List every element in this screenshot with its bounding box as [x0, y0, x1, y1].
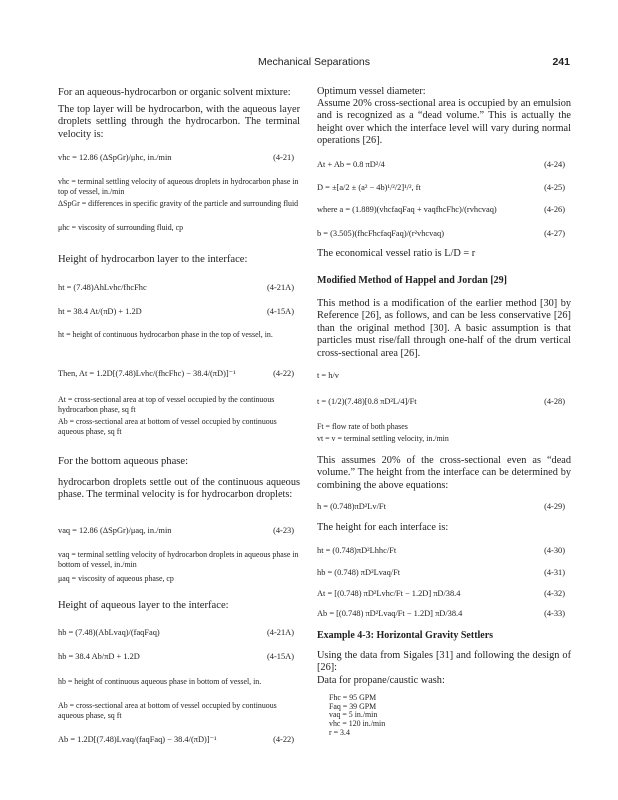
equation: ht = (7.48)AhLvhc/fhcFhc (4-21A)	[58, 283, 294, 292]
definition: vaq = terminal settling velocity of hydrocarbon droplets in aqueous phase in bottom of vessel, in./min	[58, 550, 299, 570]
equation: vhc = 12.86 (ΔSpGr)/μhc, in./min (4-21)	[58, 153, 294, 162]
page-number: 241	[552, 56, 570, 68]
definition: Ab = cross-sectional area at bottom of vessel occupied by continuous aqueous phase, sq ft	[58, 417, 277, 437]
equation: b = (3.505)(fhcFhcfaqFaq)/(r²vhcvaq) (4-27)	[317, 229, 565, 238]
equation: t = (1/2)(7.48)[0.8 πD²L/4]/Ft (4-28)	[317, 397, 565, 406]
definition: hb = height of continuous aqueous phase in bottom of vessel, in.	[58, 677, 262, 686]
paragraph: The height for each interface is:	[317, 522, 449, 533]
right-column	[317, 0, 571, 800]
equation: D = ±[a/2 ± (a² − 4b)¹/²/2]¹/², ft (4-25)	[317, 183, 565, 192]
equation: where a = (1.889)(vhcfaqFaq + vaqfhcFhc)/(rvhcvaq) (4-26)	[317, 205, 565, 214]
section-heading: Example 4-3: Horizontal Gravity Settlers	[317, 630, 494, 641]
equation: hb = (7.48)(AbLvaq)/(faqFaq) (4-21A)	[58, 628, 294, 637]
paragraph: This assumes 20% of the cross-sectional even as “dead volume.” The height from the interface can be determined by combining the above equations:	[317, 455, 571, 491]
left-column	[58, 0, 300, 800]
data-item: Faq = 39 GPM	[329, 701, 377, 711]
definition: Ft = flow rate of both phases	[317, 422, 408, 431]
data-item: Fhc = 95 GPM	[329, 693, 377, 702]
equation: hb = (0.748) πD²Lvaq/Ft (4-31)	[317, 568, 565, 577]
paragraph: Using the data from Sigales [31] and following the design of [26]:	[317, 650, 571, 674]
data-item: vhc = 120 in./min	[329, 719, 386, 729]
paragraph: The economical vessel ratio is L/D = r	[317, 248, 476, 259]
paragraph: hydrocarbon droplets settle out of the continuous aqueous phase. The terminal velocity is for hydrocarbon droplets:	[58, 477, 300, 501]
section-heading: Modified Method of Happel and Jordan [29]	[317, 275, 508, 286]
paragraph: Data for propane/caustic wash:	[317, 675, 445, 686]
equation: ht = 38.4 At/(πD) + 1.2D (4-15A)	[58, 307, 294, 316]
running-title: Mechanical Separations	[257, 56, 371, 68]
definition: ΔSpGr = differences in specific gravity of the particle and surrounding fluid	[58, 199, 299, 208]
paragraph: For an aqueous-hydrocarbon or organic solvent mixture:	[58, 87, 291, 98]
equation: Ab = 1.2D[(7.48)Lvaq/(faqFaq) − 38.4/(πD)]⁻¹ (4-22)	[58, 735, 294, 744]
subheading: Height of hydrocarbon layer to the interface:	[58, 254, 248, 265]
subheading: For the bottom aqueous phase:	[58, 456, 189, 467]
equation: h = (0.748)πD²Lv/Ft (4-29)	[317, 502, 565, 511]
definition: ht = height of continuous hydrocarbon phase in the top of vessel, in.	[58, 330, 273, 339]
paragraph: The top layer will be hydrocarbon, with the aqueous layer droplets settling through the hydrocarbon. The terminal velocity is:	[58, 104, 300, 140]
equation: Then, At = 1.2D[(7.48)Lvhc/(fhcFhc) − 38.4/(πD)]⁻¹ (4-22)	[58, 369, 294, 378]
paragraph: This method is a modification of the earlier method [30] by Reference [26], as follows, and can be less conservative [26] than the original method [30]. A basic assumption is that particles must rise/fall through one-half of the drum vertical cross-sectional area [26].	[317, 298, 571, 359]
equation: hb = 38.4 Ab/πD + 1.2D (4-15A)	[58, 652, 294, 661]
equation: ht = (0.748)πD²Lhhc/Ft (4-30)	[317, 546, 565, 555]
equation: t = h/v	[317, 371, 339, 380]
definition: μhc = viscosity of surrounding fluid, cp	[58, 223, 184, 232]
definition: vhc = terminal settling velocity of aqueous droplets in hydrocarbon phase in top of vessel, in./min	[58, 177, 299, 197]
subheading: Height of aqueous layer to the interface:	[58, 600, 229, 611]
definition: Ab = cross-sectional area at bottom of vessel occupied by continuous aqueous phase, sq ft	[58, 701, 277, 721]
subheading: Optimum vessel diameter:	[317, 86, 426, 97]
data-item: r = 3.4	[329, 727, 350, 737]
data-item: vaq = 5 in./min	[329, 710, 378, 720]
equation: At + Ab = 0.8 πD²/4 (4-24)	[317, 160, 565, 169]
definition: At = cross-sectional area at top of vessel occupied by the continuous hydrocarbon phase, sq ft	[58, 395, 275, 415]
equation: Ab = [(0.748) πD²Lvaq/Ft − 1.2D] πD/38.4 (4-33)	[317, 609, 565, 618]
equation: At = [(0.748) πD²Lvhc/Ft − 1.2D] πD/38.4 (4-32)	[317, 589, 565, 598]
equation: vaq = 12.86 (ΔSpGr)/μaq, in./min (4-23)	[58, 526, 294, 535]
data-list	[329, 694, 571, 738]
definition: μaq = viscosity of aqueous phase, cp	[58, 574, 174, 583]
definition: vt = v = terminal settling velocity, in./min	[317, 434, 449, 443]
paragraph: Assume 20% cross-sectional area is occupied by an emulsion and is recognized as a “dead volume.” This is actually the height over which the interface level will vary during normal operations [26].	[317, 98, 571, 147]
